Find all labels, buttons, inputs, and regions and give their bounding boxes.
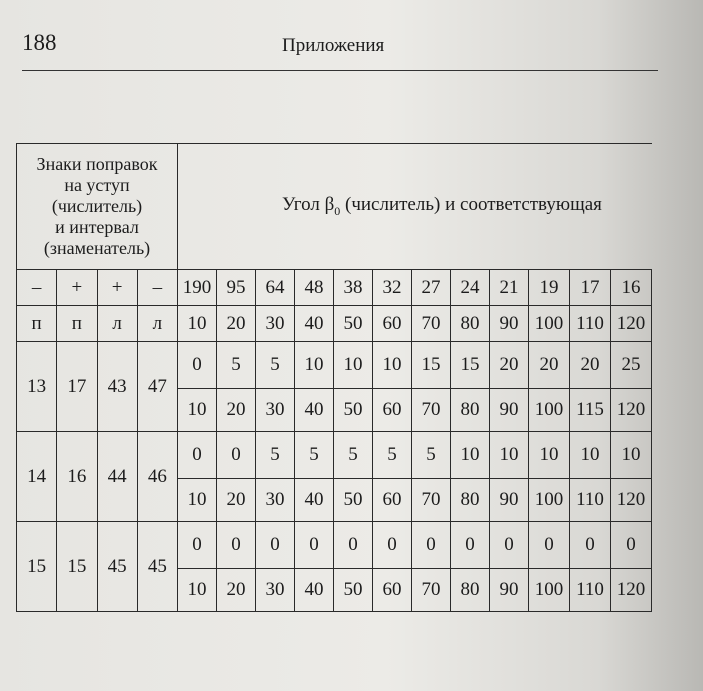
table-cell: 5 bbox=[334, 432, 373, 479]
table-cell: 110 bbox=[570, 569, 611, 612]
table-cell: 16 bbox=[57, 432, 97, 522]
table-cell: 15 bbox=[17, 522, 57, 612]
table-cell: 0 bbox=[178, 432, 217, 479]
table-cell: 120 bbox=[611, 569, 652, 612]
table-cell: 50 bbox=[334, 569, 373, 612]
table-cell: 110 bbox=[570, 306, 611, 342]
table-cell: 0 bbox=[412, 522, 451, 569]
table-cell: 50 bbox=[334, 389, 373, 432]
table-cell: 44 bbox=[97, 432, 137, 522]
table-cell: 21 bbox=[490, 270, 529, 306]
table-cell: 17 bbox=[57, 342, 97, 432]
table-cell: 13 bbox=[17, 342, 57, 432]
table-cell: 0 bbox=[490, 522, 529, 569]
table-cell: 10 bbox=[570, 432, 611, 479]
table-cell: 120 bbox=[611, 389, 652, 432]
table-cell: 5 bbox=[256, 342, 295, 389]
table-cell: 0 bbox=[178, 342, 217, 389]
table-cell: 46 bbox=[137, 432, 177, 522]
table-cell: 5 bbox=[217, 342, 256, 389]
table-cell: 80 bbox=[451, 306, 490, 342]
table-cell: 60 bbox=[373, 306, 412, 342]
table-cell: 100 bbox=[529, 569, 570, 612]
table-cell: 10 bbox=[178, 306, 217, 342]
table-cell: 10 bbox=[178, 479, 217, 522]
table-cell: 10 bbox=[611, 432, 652, 479]
table-cell: – bbox=[17, 270, 57, 306]
table-cell: 120 bbox=[611, 479, 652, 522]
table-cell: 20 bbox=[490, 342, 529, 389]
table-cell: 100 bbox=[529, 306, 570, 342]
table-cell: 0 bbox=[295, 522, 334, 569]
table-cell: 40 bbox=[295, 306, 334, 342]
table-cell: 45 bbox=[137, 522, 177, 612]
table-cell: 0 bbox=[178, 522, 217, 569]
signs-header-line: и интервал bbox=[55, 217, 139, 237]
table-cell: 15 bbox=[57, 522, 97, 612]
table-cell: 27 bbox=[412, 270, 451, 306]
table-row bbox=[17, 522, 652, 569]
signs-header-line: на уступ bbox=[64, 175, 130, 195]
table-cell: 5 bbox=[256, 432, 295, 479]
table-cell: 80 bbox=[451, 389, 490, 432]
sides-row bbox=[17, 306, 652, 342]
table-cell: 40 bbox=[295, 389, 334, 432]
table-cell: 10 bbox=[373, 342, 412, 389]
table-cell: 0 bbox=[611, 522, 652, 569]
table-cell: п bbox=[17, 306, 57, 342]
table-cell: 19 bbox=[529, 270, 570, 306]
page-number: 188 bbox=[22, 30, 57, 55]
table-cell: 20 bbox=[217, 569, 256, 612]
table-cell: 20 bbox=[217, 479, 256, 522]
table-cell: 47 bbox=[137, 342, 177, 432]
table-cell: 5 bbox=[373, 432, 412, 479]
table-cell: 100 bbox=[529, 479, 570, 522]
header-rule bbox=[22, 70, 658, 71]
table-header-row bbox=[17, 144, 652, 270]
table-cell: 50 bbox=[334, 306, 373, 342]
table-cell: 20 bbox=[217, 389, 256, 432]
table-cell: 30 bbox=[256, 479, 295, 522]
table-cell: – bbox=[137, 270, 177, 306]
table-cell: 0 bbox=[217, 432, 256, 479]
angle-header-cell bbox=[178, 144, 652, 270]
table-cell: 60 bbox=[373, 569, 412, 612]
table-row bbox=[17, 432, 652, 479]
table-cell: 10 bbox=[295, 342, 334, 389]
table-cell: + bbox=[57, 270, 97, 306]
table-cell: 80 bbox=[451, 479, 490, 522]
angle-header-subscript: 0 bbox=[334, 203, 341, 218]
table-cell: 70 bbox=[412, 306, 451, 342]
table-cell: 90 bbox=[490, 479, 529, 522]
table-cell: 120 bbox=[611, 306, 652, 342]
table-cell: 110 bbox=[570, 479, 611, 522]
table-cell: 0 bbox=[217, 522, 256, 569]
table-cell: 17 bbox=[570, 270, 611, 306]
table-cell: 10 bbox=[178, 389, 217, 432]
table-cell: 0 bbox=[529, 522, 570, 569]
table-cell: 30 bbox=[256, 569, 295, 612]
table-cell: 70 bbox=[412, 479, 451, 522]
running-head: Приложения bbox=[282, 35, 385, 56]
table-cell: 30 bbox=[256, 389, 295, 432]
table-cell: л bbox=[97, 306, 137, 342]
table-cell: 32 bbox=[373, 270, 412, 306]
table-cell: 16 bbox=[611, 270, 652, 306]
table-cell: 5 bbox=[412, 432, 451, 479]
signs-header-line: (числитель) bbox=[51, 196, 143, 216]
table-cell: 115 bbox=[570, 389, 611, 432]
table-row bbox=[17, 342, 652, 389]
table-cell: 38 bbox=[334, 270, 373, 306]
table-cell: 90 bbox=[490, 306, 529, 342]
table-cell: 14 bbox=[17, 432, 57, 522]
signs-row bbox=[17, 270, 652, 306]
table-cell: 15 bbox=[451, 342, 490, 389]
table-cell: 10 bbox=[178, 569, 217, 612]
table-cell: 190 bbox=[178, 270, 217, 306]
table-cell: 0 bbox=[334, 522, 373, 569]
table-cell: 25 bbox=[611, 342, 652, 389]
table-cell: 60 bbox=[373, 479, 412, 522]
table-cell: 40 bbox=[295, 479, 334, 522]
table-cell: 24 bbox=[451, 270, 490, 306]
table-cell: + bbox=[97, 270, 137, 306]
table-cell: 90 bbox=[490, 389, 529, 432]
table-cell: 70 bbox=[412, 389, 451, 432]
table-cell: 10 bbox=[529, 432, 570, 479]
table-cell: 100 bbox=[529, 389, 570, 432]
table-cell: 48 bbox=[295, 270, 334, 306]
table-cell: 43 bbox=[97, 342, 137, 432]
table-cell: 40 bbox=[295, 569, 334, 612]
table-cell: 45 bbox=[97, 522, 137, 612]
appendix-table bbox=[16, 143, 652, 612]
table-cell: л bbox=[137, 306, 177, 342]
table-cell: 5 bbox=[295, 432, 334, 479]
signs-header-line: (знаменатель) bbox=[43, 238, 151, 258]
table-cell: 0 bbox=[256, 522, 295, 569]
table-cell: 10 bbox=[490, 432, 529, 479]
table-cell: 30 bbox=[256, 306, 295, 342]
table-cell: п bbox=[57, 306, 97, 342]
angle-header-text: Угол β bbox=[282, 194, 335, 216]
table-cell: 20 bbox=[570, 342, 611, 389]
table-cell: 50 bbox=[334, 479, 373, 522]
table-cell: 0 bbox=[451, 522, 490, 569]
signs-header-cell bbox=[17, 144, 178, 270]
table-cell: 80 bbox=[451, 569, 490, 612]
table-cell: 60 bbox=[373, 389, 412, 432]
table-cell: 0 bbox=[570, 522, 611, 569]
table-cell: 20 bbox=[217, 306, 256, 342]
table-cell: 95 bbox=[217, 270, 256, 306]
table-cell: 0 bbox=[373, 522, 412, 569]
table-cell: 15 bbox=[412, 342, 451, 389]
table-cell: 10 bbox=[451, 432, 490, 479]
table-cell: 64 bbox=[256, 270, 295, 306]
table-cell: 10 bbox=[334, 342, 373, 389]
table-cell: 20 bbox=[529, 342, 570, 389]
angle-header-rest: (числитель) и соответствующая bbox=[340, 194, 602, 216]
table-cell: 70 bbox=[412, 569, 451, 612]
signs-header-line: Знаки поправок bbox=[36, 154, 158, 174]
table-cell: 90 bbox=[490, 569, 529, 612]
